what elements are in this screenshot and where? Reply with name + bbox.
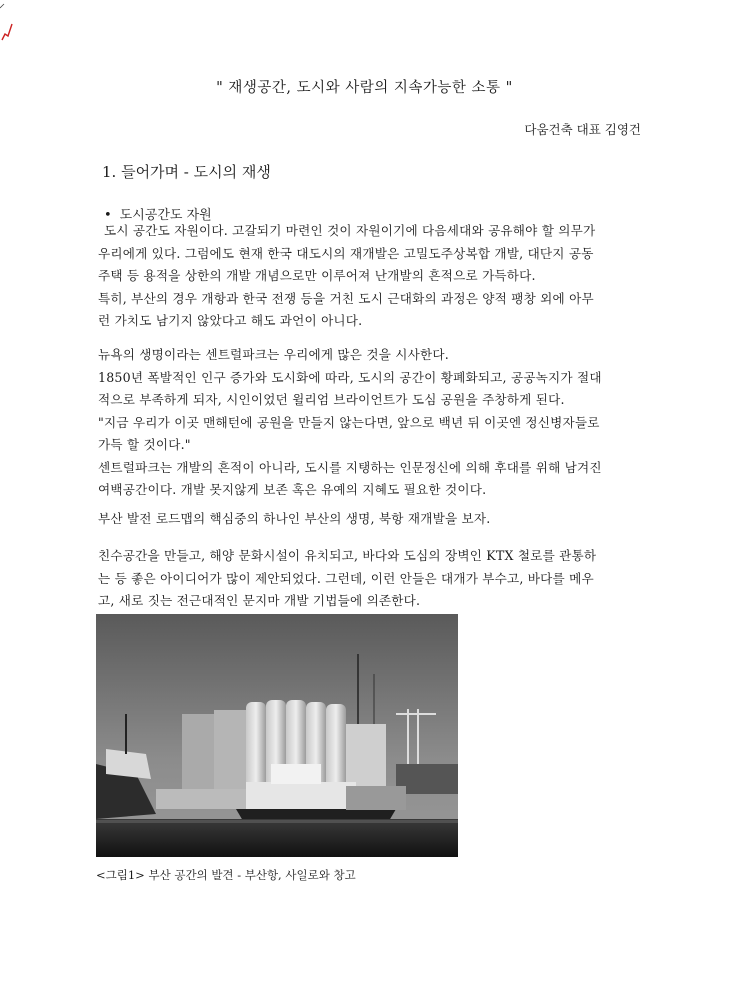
paragraph-line: 는 등 좋은 아이디어가 많이 제안되었다. 그런데, 이런 안들은 대개가 부수고, 바다를 메우 (98, 570, 594, 586)
document-title: " 재생공간, 도시와 사람의 지속가능한 소통 " (216, 80, 513, 96)
paragraph-line: 특히, 부산의 경우 개항과 한국 전쟁 등을 거친 도시 근대화의 과정은 양적 팽창 외에 아무 (98, 290, 594, 306)
paragraph-line: 도시 공간도 자원이다. 고갈되기 마련인 것이 자원이기에 다음세대와 공유해야 할 의무가 (104, 223, 596, 238)
author-line: 다움건축 대표 김영건 (524, 122, 641, 137)
paragraph-line: 가득 할 것이다." (98, 437, 191, 452)
paragraph-line: 우리에게 있다. 그럼에도 현재 한국 대도시의 재개발은 고밀도주상복합 개발, 대단지 공동 (98, 245, 594, 261)
paragraph-1 (98, 220, 646, 333)
paragraph-line: 센트럴파크는 개발의 흔적이 아니라, 도시를 지탱하는 인문정신에 의해 후대를 위해 남겨진 (98, 459, 602, 475)
bullet-dot: • (104, 208, 112, 223)
paragraph-4 (98, 545, 646, 613)
port-photo (96, 614, 458, 857)
paragraph-line: 부산 발전 로드맵의 핵심중의 하나인 부산의 생명, 북항 재개발을 보자. (98, 511, 491, 526)
port-photo-drawing (96, 614, 458, 857)
paragraph-line: 고, 새로 짓는 전근대적인 문지마 개발 기법들에 의존한다. (98, 593, 421, 608)
paragraph-line: "지금 우리가 이곳 맨해턴에 공원을 만들지 않는다면, 앞으로 백년 뒤 이곳엔 정신병자들로 (98, 414, 600, 430)
paragraph-line: 1850년 폭발적인 인구 증가와 도시화에 따라, 도시의 공간이 황폐화되고, 공공녹지가 절대 (98, 369, 602, 385)
paragraph-line: 런 가치도 남기지 않았다고 해도 과언이 아니다. (98, 313, 363, 328)
paragraph-3 (98, 508, 646, 531)
paragraph-line: 적으로 부족하게 되자, 시인이었던 윌리엄 브라이언트가 도심 공원을 주창하게 된다. (98, 392, 565, 407)
paragraph-line: 친수공간을 만들고, 해양 문화시설이 유치되고, 바다와 도심의 장벽인 KTX 철로를 관통하 (98, 548, 597, 563)
figure-caption: <그림1> 부산 공간의 발견 - 부산항, 사일로와 창고 (96, 868, 356, 882)
red-pen-mark (0, 0, 16, 42)
section-heading: 1. 들어가며 - 도시의 재생 (102, 163, 271, 181)
paragraph-line: 뉴욕의 생명이라는 센트럴파크는 우리에게 많은 것을 시사한다. (98, 347, 449, 362)
bullet-text: 도시공간도 자원 (119, 208, 212, 223)
paragraph-line: 주택 등 용적을 상한의 개발 개념으로만 이루어져 난개발의 흔적으로 가득하다. (98, 268, 536, 283)
paragraph-2 (98, 344, 646, 502)
paragraph-line: 여백공간이다. 개발 못지않게 보존 혹은 유예의 지혜도 필요한 것이다. (98, 482, 487, 497)
